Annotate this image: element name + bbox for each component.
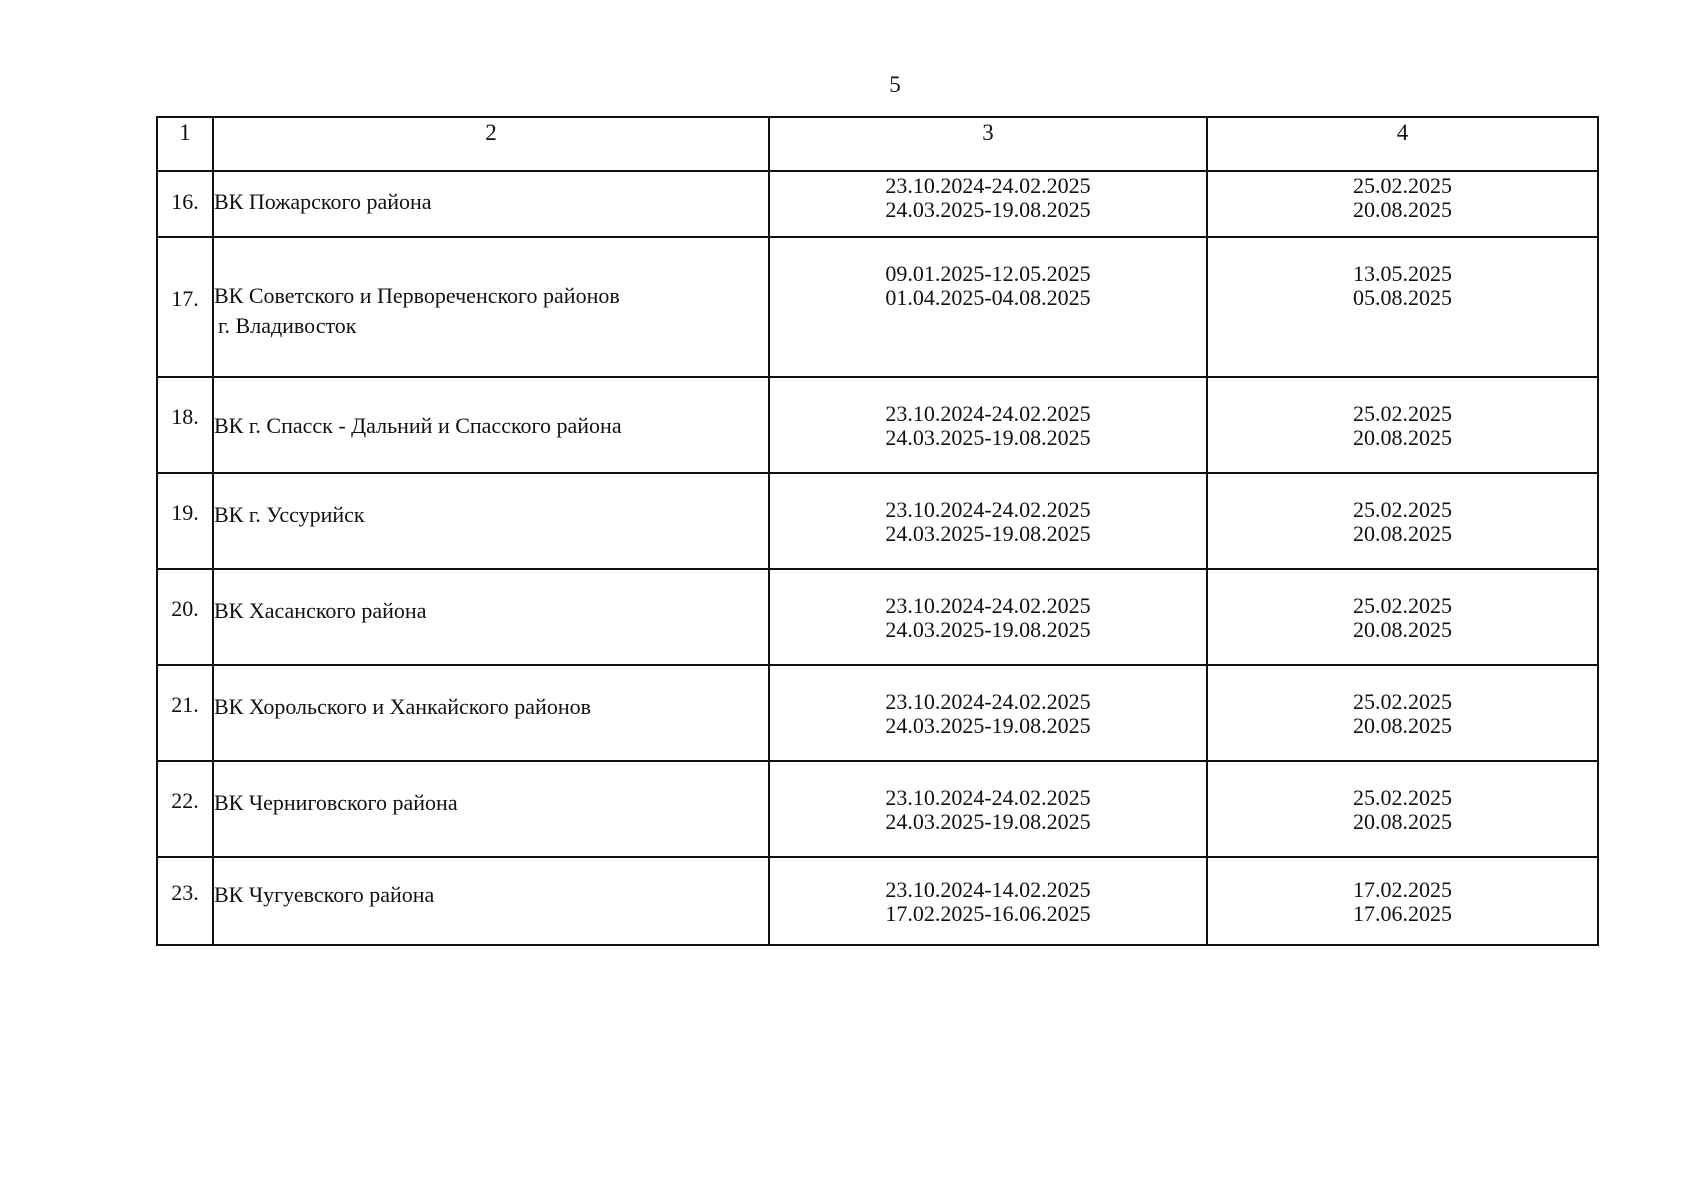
period-line: 23.10.2024-24.02.2025	[885, 689, 1091, 714]
date-cell	[1207, 473, 1598, 569]
date-line: 17.02.2025	[1353, 877, 1452, 902]
period-line: 24.03.2025-19.08.2025	[885, 197, 1091, 222]
period-line: 23.10.2024-24.02.2025	[885, 785, 1091, 810]
period-line: 23.10.2024-24.02.2025	[885, 593, 1091, 618]
row-number: 16.	[157, 171, 213, 237]
date-line: 20.08.2025	[1353, 809, 1452, 834]
date-line: 13.05.2025	[1353, 261, 1452, 286]
date-line: 25.02.2025	[1353, 785, 1452, 810]
date-line: 25.02.2025	[1353, 497, 1452, 522]
row-number: 20.	[157, 569, 213, 665]
name-line: ВК Чугуевского района	[214, 882, 435, 907]
period-cell	[769, 237, 1207, 377]
date-cell	[1207, 665, 1598, 761]
date-line: 25.02.2025	[1353, 689, 1452, 714]
date-line: 20.08.2025	[1353, 617, 1452, 642]
name-line: ВК г. Уссурийск	[214, 502, 365, 527]
commissariat-name	[213, 377, 769, 473]
column-header-1: 1	[157, 117, 213, 171]
period-line: 23.10.2024-24.02.2025	[885, 173, 1091, 198]
table-row	[157, 171, 1598, 237]
date-line: 20.08.2025	[1353, 197, 1452, 222]
column-header-4: 4	[1207, 117, 1598, 171]
period-line: 24.03.2025-19.08.2025	[885, 425, 1091, 450]
period-line: 24.03.2025-19.08.2025	[885, 617, 1091, 642]
name-line: ВК Хасанского района	[214, 598, 427, 623]
commissariat-name	[213, 473, 769, 569]
period-line: 23.10.2024-14.02.2025	[885, 877, 1091, 902]
table-row	[157, 473, 1598, 569]
commissariat-name	[213, 761, 769, 857]
row-number: 19.	[157, 473, 213, 569]
date-line: 25.02.2025	[1353, 173, 1452, 198]
commissariat-name	[213, 665, 769, 761]
date-line: 05.08.2025	[1353, 285, 1452, 310]
table-header-row	[157, 117, 1598, 171]
date-cell	[1207, 857, 1598, 945]
row-number: 18.	[157, 377, 213, 473]
name-line: ВК Хорольского и Ханкайского районов	[214, 694, 591, 719]
table-row	[157, 761, 1598, 857]
date-cell	[1207, 569, 1598, 665]
period-line: 17.02.2025-16.06.2025	[885, 901, 1091, 926]
table-row	[157, 377, 1598, 473]
period-cell	[769, 665, 1207, 761]
commissariat-name	[213, 171, 769, 237]
period-line: 09.01.2025-12.05.2025	[885, 261, 1091, 286]
schedule-table	[156, 116, 1599, 946]
period-cell	[769, 171, 1207, 237]
table-row	[157, 237, 1598, 377]
date-line: 20.08.2025	[1353, 425, 1452, 450]
period-cell	[769, 857, 1207, 945]
date-cell	[1207, 171, 1598, 237]
date-line: 25.02.2025	[1353, 401, 1452, 426]
table-row	[157, 665, 1598, 761]
name-line: ВК г. Спасск - Дальний и Спасского района	[214, 413, 622, 438]
period-cell	[769, 473, 1207, 569]
name-line: ВК Черниговского района	[214, 790, 458, 815]
date-cell	[1207, 377, 1598, 473]
date-line: 20.08.2025	[1353, 521, 1452, 546]
date-line: 17.06.2025	[1353, 901, 1452, 926]
period-line: 23.10.2024-24.02.2025	[885, 401, 1091, 426]
name-line: ВК Пожарского района	[214, 189, 432, 214]
table-row	[157, 569, 1598, 665]
date-cell	[1207, 761, 1598, 857]
period-line: 24.03.2025-19.08.2025	[885, 713, 1091, 738]
period-line: 23.10.2024-24.02.2025	[885, 497, 1091, 522]
period-cell	[769, 377, 1207, 473]
commissariat-name	[213, 237, 769, 377]
name-line: г. Владивосток	[218, 313, 357, 338]
table-row	[157, 857, 1598, 945]
period-cell	[769, 569, 1207, 665]
row-number: 17.	[157, 237, 213, 377]
date-cell	[1207, 237, 1598, 377]
column-header-3: 3	[769, 117, 1207, 171]
date-line: 25.02.2025	[1353, 593, 1452, 618]
row-number: 22.	[157, 761, 213, 857]
date-line: 20.08.2025	[1353, 713, 1452, 738]
name-line: ВК Советского и Первореченского районов	[214, 283, 620, 308]
column-header-2: 2	[213, 117, 769, 171]
row-number: 23.	[157, 857, 213, 945]
period-line: 24.03.2025-19.08.2025	[885, 809, 1091, 834]
row-number: 21.	[157, 665, 213, 761]
period-line: 24.03.2025-19.08.2025	[885, 521, 1091, 546]
commissariat-name	[213, 569, 769, 665]
commissariat-name	[213, 857, 769, 945]
period-line: 01.04.2025-04.08.2025	[885, 285, 1091, 310]
page-number: 5	[889, 72, 901, 97]
period-cell	[769, 761, 1207, 857]
